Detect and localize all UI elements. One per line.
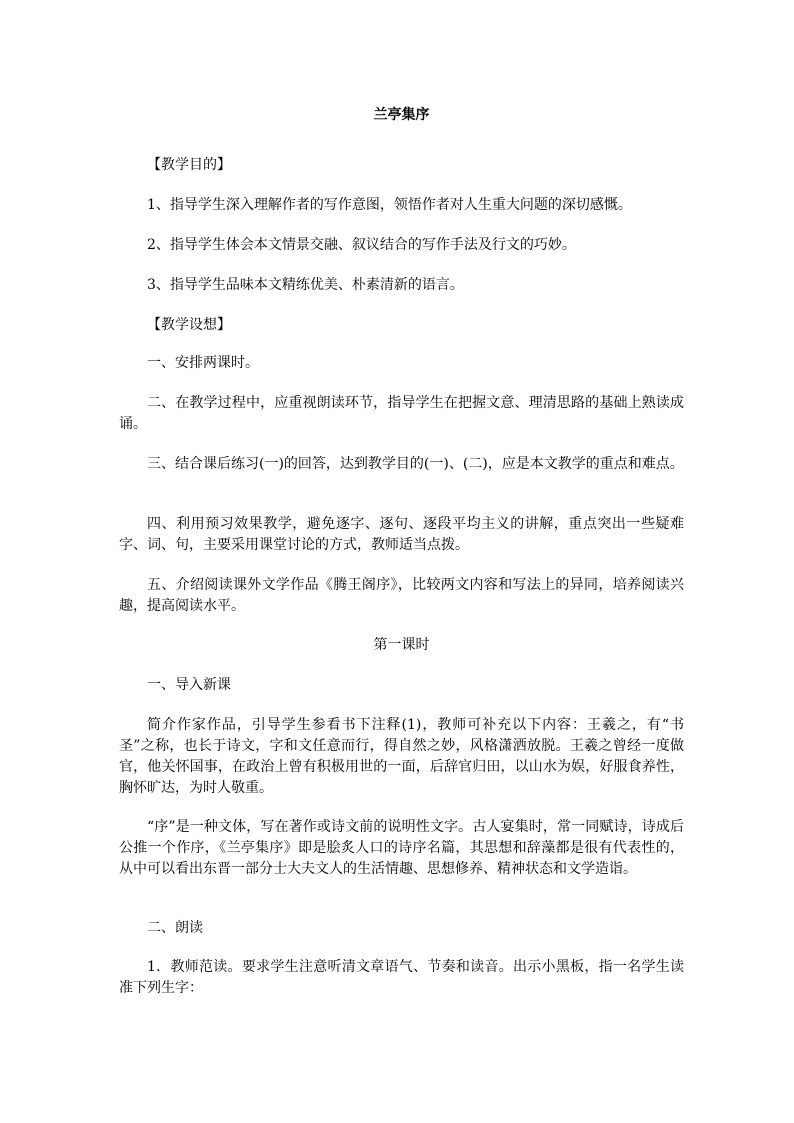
section1-paragraph-1: 简介作家作品，引导学生参看书下注释(1)，教师可补充以下内容：王羲之，有“书圣”之称，也长于诗文，字和文任意而行，得自然之妙，风格潇洒放脱。王羲之曾经一度做官，他关怀国事，在政治上曾有积极用世的一面，后辞官归田，以山水为娱，好服食养性，胸怀旷达，为时人敬重。 — [119, 717, 684, 796]
objectives-heading: 【教学目的】 — [147, 157, 231, 173]
objective-item-1: 1、指导学生深入理解作者的写作意图，领悟作者对人生重大问题的深切感慨。 — [147, 197, 632, 213]
section2-paragraph-1: 1．教师范读。要求学生注意听清文章语气、节奏和读音。出示小黑板，指一名学生读准下列生字： — [119, 959, 684, 996]
design-heading: 【教学设想】 — [147, 317, 231, 333]
design-item-1: 一、安排两课时。 — [147, 355, 259, 371]
design-item-2: 二、在教学过程中，应重视朗读环节，指导学生在把握文意、理清思路的基础上熟读成诵。 — [119, 395, 684, 432]
document-title: 兰亭集序 — [373, 107, 430, 123]
lesson1-heading: 第一课时 — [373, 637, 430, 653]
design-item-3: 三、结合课后练习(一)的回答，达到教学目的(一)、(二)，应是本文教学的重点和难点。 — [147, 456, 684, 472]
section1-heading: 一、导入新课 — [147, 677, 231, 693]
section1-paragraph-2: “序”是一种文体，写在著作或诗文前的说明性文字。古人宴集时，常一同赋诗，诗成后公推一个作序，《兰亭集序》即是脍炙人口的诗序名篇，其思想和辞藻都是很有代表性的，从中可以看出东晋一部分士大夫文人的生活情趣、思想修养、精神状态和文学造诣。 — [119, 819, 684, 877]
objective-item-2: 2、指导学生体会本文情景交融、叙议结合的写作手法及行文的巧妙。 — [147, 237, 576, 253]
section2-heading: 二、朗读 — [147, 920, 203, 936]
design-item-5: 五、介绍阅读课外文学作品《腾王阁序》，比较两文内容和写法上的异同，培养阅读兴趣，提高阅读水平。 — [119, 577, 684, 614]
objective-item-3: 3、指导学生品味本文精练优美、朴素清新的语言。 — [147, 277, 464, 293]
design-item-4: 四、利用预习效果教学，避免逐字、逐句、逐段平均主义的讲解，重点突出一些疑难字、词、句，主要采用课堂讨论的方式，教师适当点拨。 — [119, 516, 684, 553]
